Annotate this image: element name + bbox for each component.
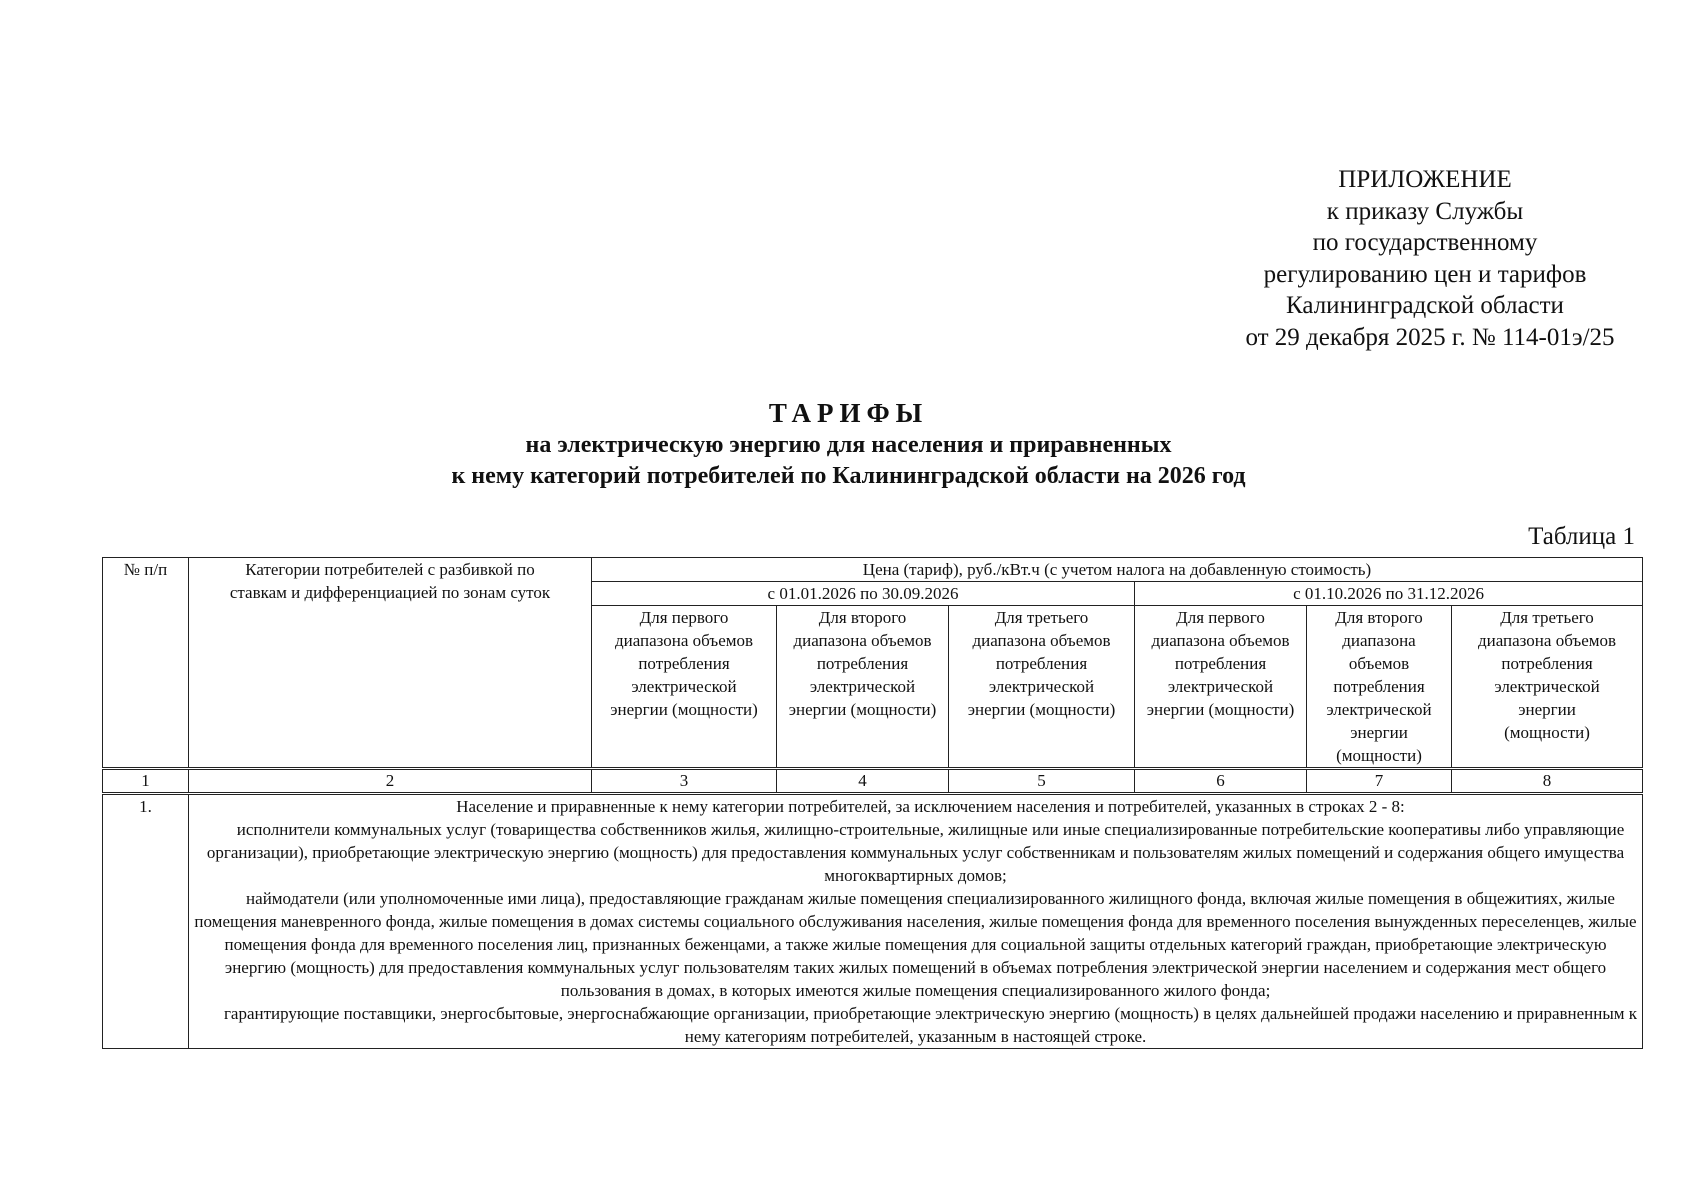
row-description — [189, 794, 1643, 1049]
header-category: Категории потребителей с разбивкой по ставкам и дифференциацией по зонам суток — [189, 558, 592, 769]
table-row — [103, 794, 1643, 1049]
column-number: 7 — [1307, 769, 1452, 794]
row-paragraph: исполнители коммунальных услуг (товарищества собственников жилья, жилищно-строительные, жилищные или иные специализированные потребительские кооперативы либо управляющие организации), приобретающие электрическую энергию (мощность) для предоставления коммунальных услуг собственникам и пользователям жилых помещений и содержания общего имущества многоквартирных домов; — [206, 820, 1625, 885]
tariff-table — [102, 557, 1643, 1049]
header-num: № п/п — [103, 558, 189, 769]
appendix-block — [1185, 164, 1665, 353]
header-range-5: Для второго диапазона объемов потребления электрической энергии (мощности) — [1307, 606, 1452, 769]
appendix-line: по государственному — [1312, 229, 1538, 256]
row-number: 1. — [103, 794, 189, 1049]
column-number: 4 — [777, 769, 949, 794]
document-subtitle-line-1: на электрическую энергию для населения и приравненных — [525, 432, 1172, 458]
header-period-1: с 01.01.2026 по 30.09.2026 — [592, 582, 1135, 606]
column-number: 1 — [103, 769, 189, 794]
column-number: 6 — [1135, 769, 1307, 794]
row-paragraph: Население и приравненные к нему категории потребителей, за исключением населения и потребителей, указанных в строках 2 - 8: — [456, 797, 1405, 816]
appendix-order-reference: от 29 декабря 2025 г. № 114-01э/25 — [1245, 323, 1615, 351]
appendix-line: к приказу Службы — [1326, 197, 1524, 225]
column-number: 5 — [949, 769, 1135, 794]
column-number: 3 — [592, 769, 777, 794]
header-range-4: Для первого диапазона объемов потребления электрической энергии (мощности) — [1135, 606, 1307, 769]
row-paragraph: гарантирующие поставщики, энергосбытовые, энергоснабжающие организации, приобретающие электрическую энергию (мощность) в целях дальнейшей продажи населению и приравненным к нему категориям потребителей, указанным в настоящей строке. — [223, 1004, 1638, 1046]
header-range-2: Для второго диапазона объемов потребления электрической энергии (мощности) — [777, 606, 949, 769]
document-title: ТАРИФЫ — [768, 398, 929, 428]
table-label: Таблица 1 — [1528, 523, 1635, 550]
appendix-heading: ПРИЛОЖЕНИЕ — [1338, 166, 1512, 193]
appendix-line: регулированию цен и тарифов — [1263, 260, 1587, 288]
header-range-6: Для третьего диапазона объемов потребления электрической энергии (мощности) — [1452, 606, 1643, 769]
column-number: 2 — [189, 769, 592, 794]
header-period-2: с 01.10.2026 по 31.12.2026 — [1135, 582, 1643, 606]
column-number: 8 — [1452, 769, 1643, 794]
row-paragraph: наймодатели (или уполномоченные ими лица), предоставляющие гражданам жилые помещения специализированного жилищного фонда, включая жилые помещения в общежитиях, жилые помещения маневренного фонда, жилые помещения в домах системы социального обслуживания населения, жилые помещения фонда для временного поселения вынужденных переселенцев, жилые помещения фонда для временного поселения лиц, признанных беженцами, а также жилые помещения для социальной защиты отдельных категорий граждан, приобретающие электрическую энергию (мощность) для предоставления коммунальных услуг пользователям таких жилых помещений в объемах потребления электрической энергии населением и содержания мест общего пользования в домах, в которых имеются жилые помещения специализированного жилого фонда; — [194, 889, 1637, 1000]
header-range-3: Для третьего диапазона объемов потребления электрической энергии (мощности) — [949, 606, 1135, 769]
appendix-line: Калининградской области — [1286, 292, 1564, 319]
header-range-1: Для первого диапазона объемов потребления электрической энергии (мощности) — [592, 606, 777, 769]
document-subtitle-line-2: к нему категорий потребителей по Калининградской области на 2026 год — [451, 463, 1246, 489]
header-price: Цена (тариф), руб./кВт.ч (с учетом налога на добавленную стоимость) — [592, 558, 1643, 582]
